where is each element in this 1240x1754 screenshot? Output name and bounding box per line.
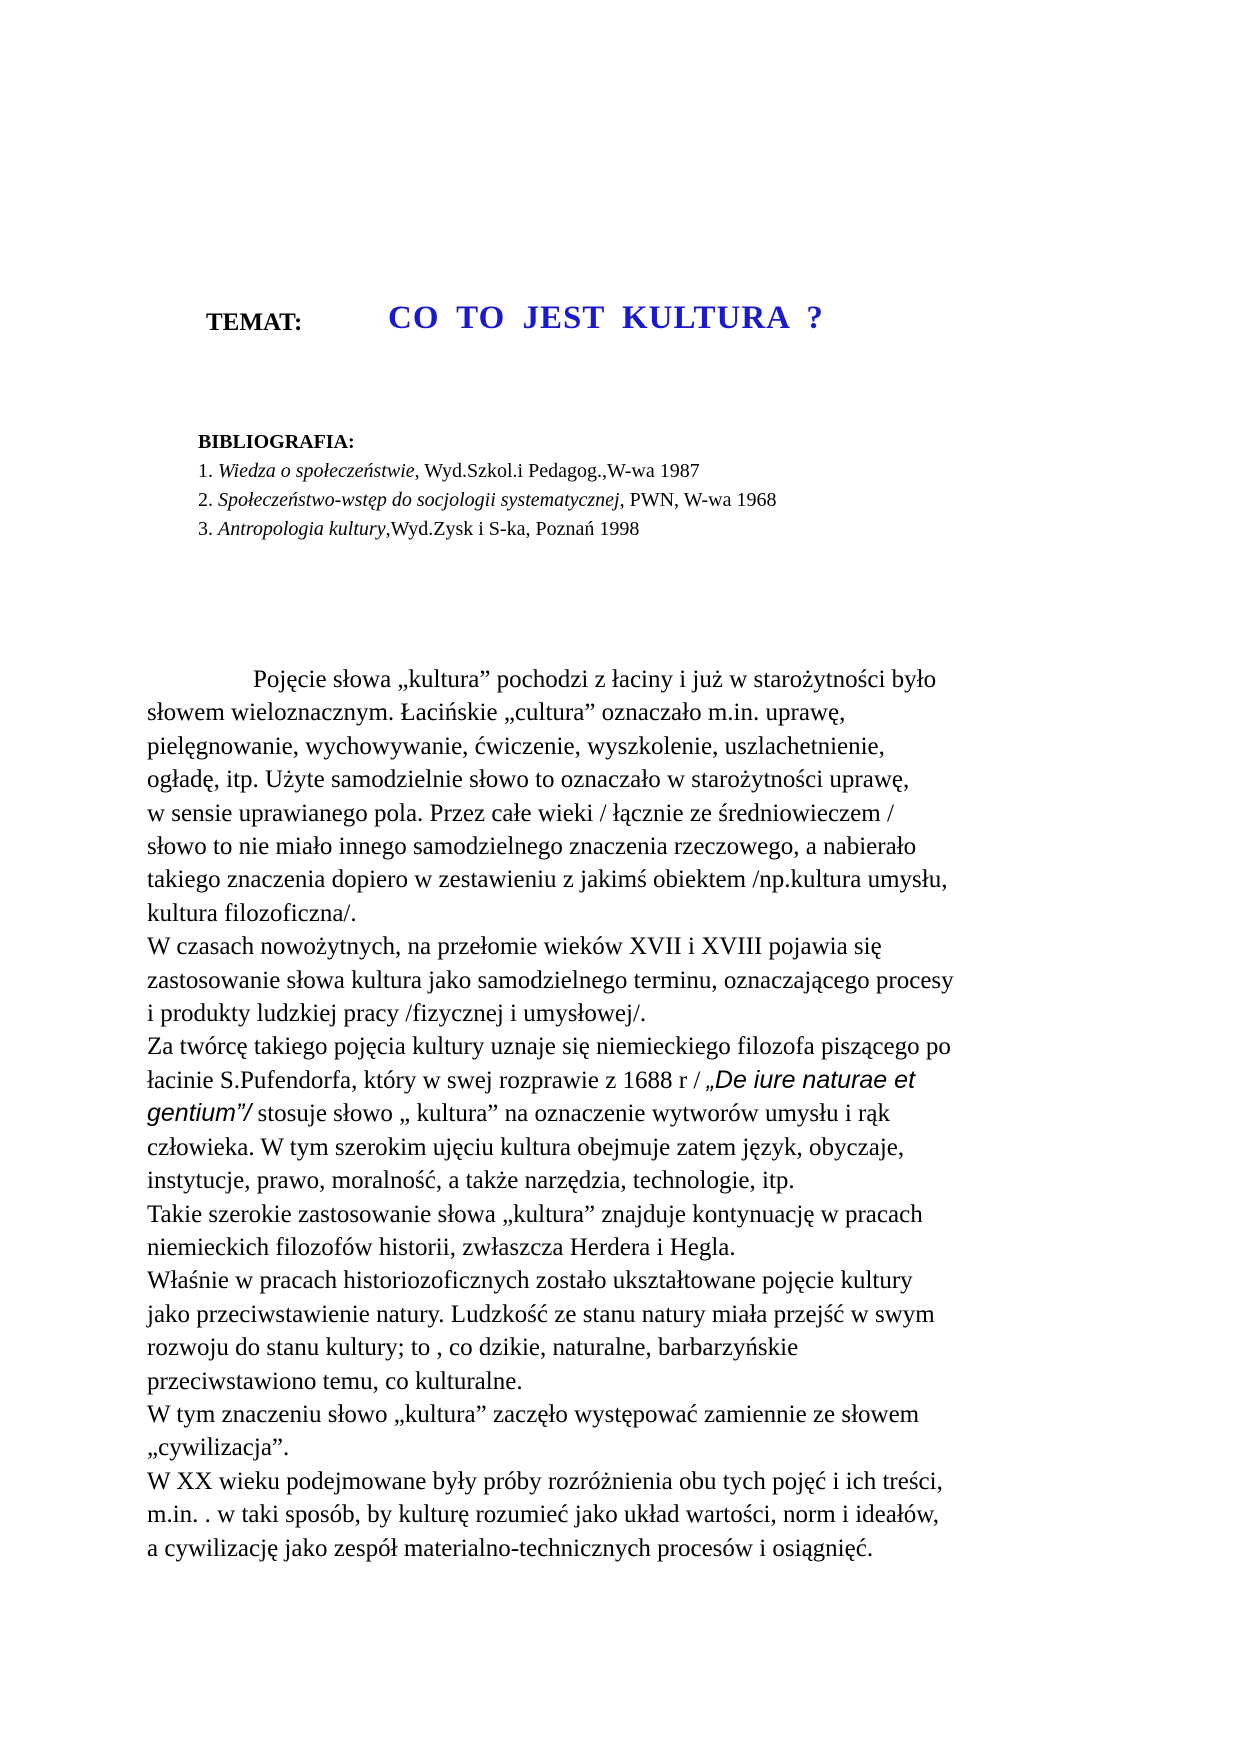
bibliography-item [198,515,776,544]
bibliography-item [198,486,776,515]
text-line: W XX wieku podejmowane były próby rozróżnienia obu tych pojęć i ich treści, [147,1467,943,1495]
body-text [147,663,1107,1565]
text-line: Za twórcę takiego pojęcia kultury uznaje się niemieckiego filozofa piszącego po [147,1033,951,1061]
text-line: Właśnie w pracach historiozoficznych zostało ukształtowane pojęcie kultury [147,1267,913,1295]
bibliography-item-title: Antropologia kultury [218,518,386,540]
text-line: zastosowanie słowa kultura jako samodzielnego terminu, oznaczającego procesy [147,966,954,994]
text-line: Takie szerokie zastosowanie słowa „kultura” znajduje kontynuację w pracach [147,1200,923,1228]
text-line: m.in. . w taki sposób, by kulturę rozumieć jako układ wartości, norm i ideałów, [147,1501,939,1529]
text-line: pielęgnowanie, wychowywanie, ćwiczenie, wyszkolenie, uszlachetnienie, [147,732,885,760]
bibliography-item-title: Społeczeństwo-wstęp do socjologii systematycznej [218,489,620,511]
text-line [147,1064,1107,1097]
text-line-content: Pojęcie słowa „kultura” pochodzi z łaciny i już w starożytności było [253,666,937,693]
topic-label: TEMAT: [206,309,303,336]
text-line-content: łacinie S.Pufendorfa, który w swej rozprawie z 1688 r / [147,1066,707,1094]
text-line: rozwoju do stanu kultury; to , co dzikie, naturalne, barbarzyńskie [147,1334,799,1362]
text-line: w sensie uprawianego pola. Przez całe wieki / łącznie ze średniowieczem / [147,799,894,827]
text-line-content: stosuje słowo „ kultura” na oznaczenie wytworów umysłu i rąk [251,1100,890,1128]
text-line: a cywilizację jako zespół materialno-technicznych procesów i osiągnięć. [147,1534,874,1562]
text-line: W czasach nowożytnych, na przełomie wieków XVII i XVIII pojawia się [147,933,882,961]
text-line [147,663,1107,696]
bibliography-item-number: 2. [198,489,218,511]
text-line: W tym znaczeniu słowo „kultura” zaczęło występować zamiennie ze słowem [147,1400,920,1428]
text-line: przeciwstawiono temu, co kulturalne. [147,1367,523,1395]
text-line: instytucje, prawo, moralność, a także narzędzia, technologie, itp. [147,1167,795,1195]
bibliography-item-title: Wiedza o społeczeństwie [218,460,415,482]
text-line: „cywilizacja”. [147,1434,290,1462]
bibliography-item-details: , PWN, W-wa 1968 [619,489,777,511]
text-line [147,1097,1107,1130]
latin-title-part: „De iure naturae et [706,1065,916,1094]
bibliography-item-details: ,Wyd.Zysk i S-ka, Poznań 1998 [385,518,640,540]
bibliography-item-number: 1. [198,460,218,482]
text-line: człowieka. W tym szerokim ujęciu kultura obejmuje zatem język, obyczaje, [147,1133,905,1161]
bibliography-heading: BIBLIOGRAFIA: [198,431,355,453]
text-line: takiego znaczenia dopiero w zestawieniu z jakimś obiektem /np.kultura umysłu, [147,866,948,894]
page-title: CO TO JEST KULTURA ? [388,300,824,336]
bibliography-item-details: , Wyd.Szkol.i Pedagog.,W-wa 1987 [414,460,700,482]
bibliography [198,428,776,544]
text-line: słowem wieloznacznym. Łacińskie „cultura” oznaczało m.in. uprawę, [147,699,846,727]
text-line: niemieckich filozofów historii, zwłaszcza Herdera i Hegla. [147,1233,736,1261]
text-line: kultura filozoficzna/. [147,899,357,927]
bibliography-item [198,457,776,486]
latin-title-part: gentium”/ [147,1099,252,1128]
text-line: jako przeciwstawienie natury. Ludzkość ze stanu natury miała przejść w swym [147,1300,935,1328]
text-line: i produkty ludzkiej pracy /fizycznej i umysłowej/. [147,1000,647,1028]
text-line: ogładę, itp. Użyte samodzielnie słowo to oznaczało w starożytności uprawę, [147,766,910,794]
bibliography-item-number: 3. [198,518,218,540]
text-line: słowo to nie miało innego samodzielnego znaczenia rzeczowego, a nabierało [147,833,917,861]
